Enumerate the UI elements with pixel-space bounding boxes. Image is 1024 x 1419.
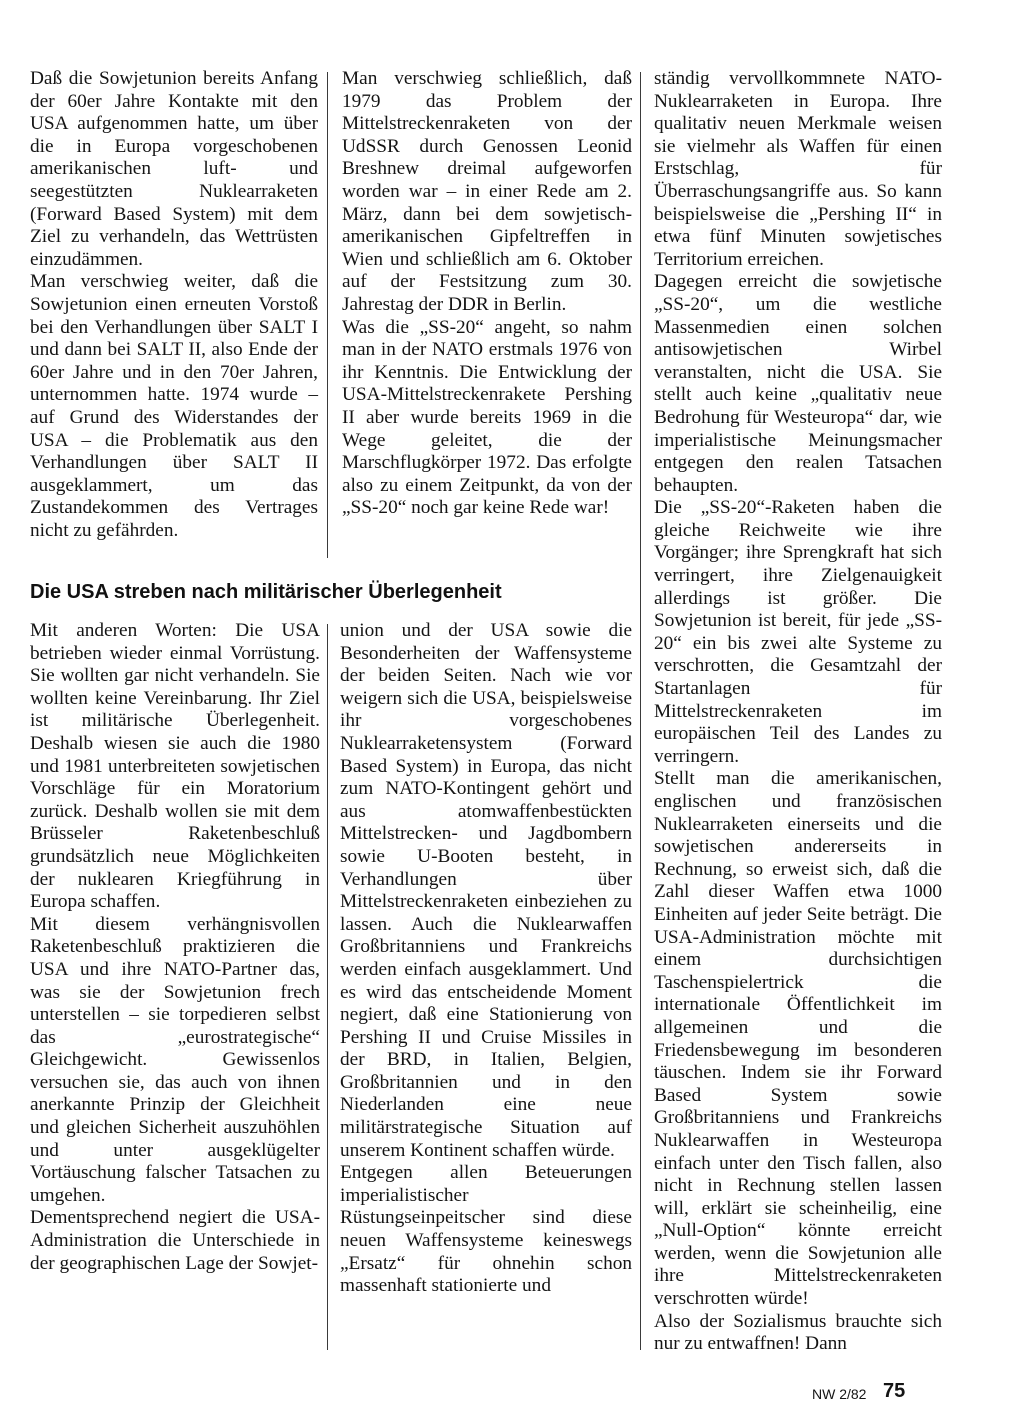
- paragraph: Stellt man die amerikanischen, englischen und französischen Nuklearraketen einerseits und die sowjetischen andererseits in Rechnung, so erweist sich, daß die Zahl dieser Waffen etwa 1000 Einheiten auf jeder Seite beträgt. Die USA-Administration möchte mit einem durchsichtigen Taschenspielertrick die internationale Öffentlichkeit im allgemeinen und die Friedensbewegung im besonderen täuschen. Indem sie ihr Forward Based System sowie Großbritanniens und Frankreichs Nuklearwaffen in Westeuropa einfach unter den Tisch fallen, also nicht in Rechnung stellen lassen will, erklärt sie scheinheilig, eine „Null-Option“ könnte erreicht werden, wenn die Sowjetunion alle ihre Mittelstreckenraketen verschrotten würde!: [654, 768, 942, 1310]
- issue-reference: NW 2/82: [812, 1386, 867, 1402]
- page-number: 75: [883, 1380, 906, 1402]
- column-2-top: [342, 68, 632, 520]
- paragraph: union und der USA sowie die Besonderheiten der Waffensysteme der beiden Seiten. Nach wie vor weigern sich die USA, beispielsweise ihr vorgeschobenes Nuklearraketensystem (Forward Based System) in Europa, das nicht zum NATO-Kontingent gehört und aus atomwaffenbestückten Mittelstrecken- und Jagdbombern sowie U-Booten besteht, in Verhandlungen über Mittelstreckenraketen einbeziehen zu lassen. Auch die Nuklearwaffen Großbritanniens und Frankreichs werden einfach ausgeklammert. Und es wird das entscheidende Moment negiert, daß eine Stationierung von Pershing II und Cruise Missiles in der BRD, in Italien, Belgien, Großbritannien und in den Niederlanden eine neue militärstrategische Situation auf unserem Kontinent schaffen würde.: [340, 620, 632, 1161]
- column-1-bottom: [30, 620, 320, 1275]
- paragraph: Man verschwieg schließlich, daß 1979 das Problem der Mittelstreckenraketen von der UdSSR durch Genossen Leonid Breshnew dreimal aufgeworfen worden war – in einer Rede am 2. März, dann bei dem sowjetisch-amerikanischen Gipfeltreffen in Wien und schließlich am 6. Oktober auf der Festsitzung zum 30. Jahrestag der DDR in Berlin.: [342, 68, 632, 315]
- column-2-bottom: [340, 620, 632, 1298]
- section-heading: Die USA streben nach militärischer Überlegenheit: [30, 581, 502, 603]
- column-3: [654, 68, 942, 1356]
- paragraph: Mit anderen Worten: Die USA betrieben wieder einmal Vorrüstung. Sie wollten gar nicht verhandeln. Sie wollten keine Vereinbarung. Ihr Ziel ist militärische Überlegenheit. Deshalb wiesen sie auch die 1980 und 1981 unterbreiteten sowjetischen Vorschläge für ein Moratorium zurück. Deshalb wollen sie mit dem Brüsseler Raketenbeschluß grundsätzlich neue Möglichkeiten der nuklearen Kriegführung in Europa schaffen.: [30, 620, 320, 913]
- column-rule: [327, 624, 328, 1350]
- paragraph: Dementsprechend negiert die USA-Administration die Unterschiede in der geographischen Lage der Sowjet-: [30, 1207, 320, 1274]
- column-1-top: [30, 68, 318, 542]
- paragraph: Man verschwieg weiter, daß die Sowjetunion einen erneuten Vorstoß bei den Verhandlungen über SALT I und dann bei SALT II, also Ende der 60er Jahre und in den 70er Jahren, unternommen hatte. 1974 wurde – auf Grund des Widerstandes der USA – die Problematik aus den Verhandlungen über SALT II ausgeklammert, um das Zustandekommen des Vertrages nicht zu gefährden.: [30, 271, 318, 541]
- paragraph: Mit diesem verhängnisvollen Raketenbeschluß praktizieren die USA und ihre NATO-Partner das, was sie der Sowjetunion frech unterstellen – sie torpedieren selbst das „eurostrategische“ Gleichgewicht. Gewissenlos versuchen sie, das auch von ihnen anerkannte Prinzip der Gleichheit und gleichen Sicherheit auszuhöhlen und unter ausgeklügelter Vortäuschung falscher Tatsachen zu umgehen.: [30, 913, 320, 1206]
- column-rule: [640, 72, 641, 1350]
- paragraph: Also der Sozialismus brauchte sich nur zu entwaffnen! Dann: [654, 1310, 942, 1355]
- paragraph: Dagegen erreicht die sowjetische „SS-20“, um die westliche Massenmedien einen solchen antisowjetischen Wirbel veranstalten, nicht die USA. Sie stellt auch keine „qualitativ neue Bedrohung für Westeuropa“ dar, wie imperialistische Meinungsmacher entgegen den realen Tatsachen behaupten.: [654, 271, 942, 496]
- paragraph: Entgegen allen Beteuerungen imperialistischer Rüstungseinpeitscher sind diese neuen Waffensysteme keineswegs „Ersatz“ für ohnehin schon massenhaft stationierte und: [340, 1162, 632, 1297]
- paragraph: Die „SS-20“-Raketen haben die gleiche Reichweite wie ihre Vorgänger; ihre Sprengkraft hat sich verringert, ihre Zielgenauigkeit allerdings ist größer. Die Sowjetunion ist bereit, für jede „SS-20“ ein bis zwei alte Systeme zu verschrotten, die Gesamtzahl der Startanlagen für Mittelstreckenraketen im europäischen Teil des Landes zu verringern.: [654, 497, 942, 767]
- column-rule: [327, 72, 328, 558]
- paragraph: Daß die Sowjetunion bereits Anfang der 60er Jahre Kontakte mit den USA aufgenommen hatte, um über die in Europa vorgeschobenen amerikanischen luft- und seegestützten Nuklearraketen (Forward Based System) mit dem Ziel zu verhandeln, das Wettrüsten einzudämmen.: [30, 68, 318, 270]
- paragraph: Was die „SS-20“ angeht, so nahm man in der NATO erstmals 1976 von ihr Kenntnis. Die Entwicklung der USA-Mittelstreckenrakete Pershing II aber wurde bereits 1969 in die Wege geleitet, die der Marschflugkörper 1972. Das erfolgte also zu einem Zeitpunkt, da von der „SS-20“ noch gar keine Rede war!: [342, 316, 632, 519]
- paragraph: ständig vervollkommnete NATO-Nuklearraketen in Europa. Ihre qualitativ neuen Merkmale weisen sie vielmehr als Waffen für einen Erstschlag, für Überraschungsangriffe aus. So kann beispielsweise die „Pershing II“ in etwa fünf Minuten sowjetisches Territorium erreichen.: [654, 68, 942, 270]
